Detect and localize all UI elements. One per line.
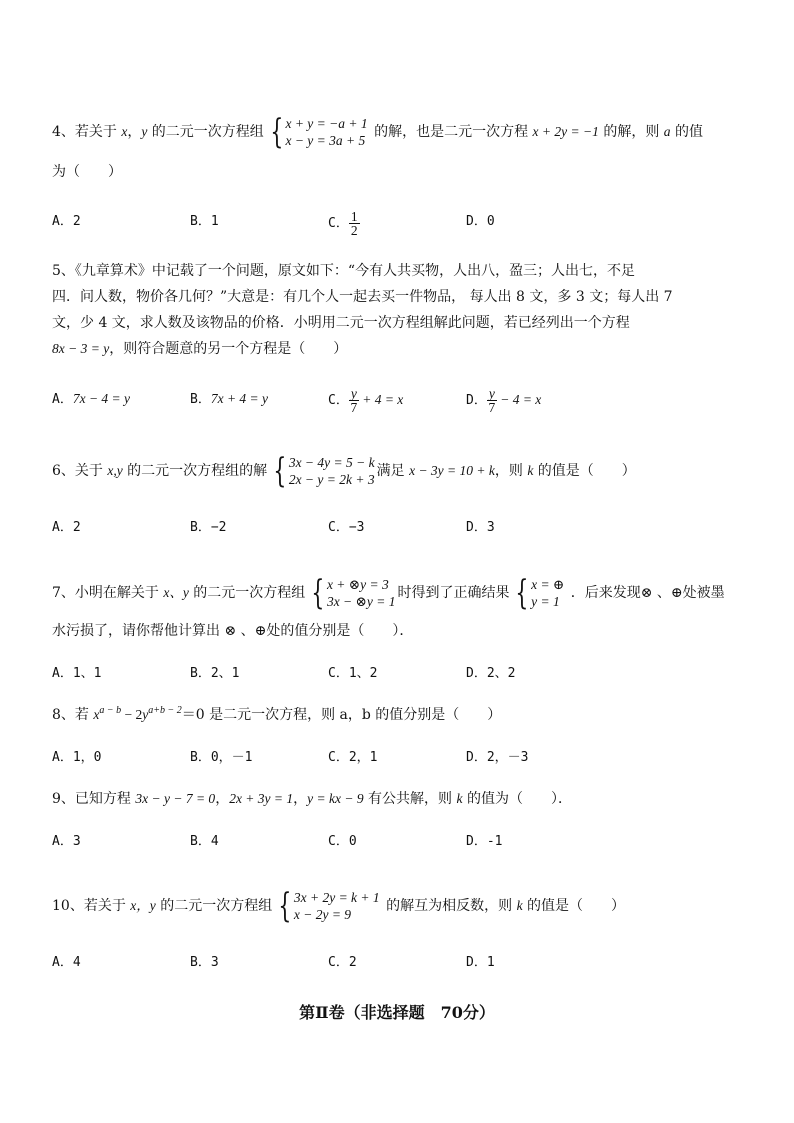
option-b[interactable]: B．3 — [190, 955, 219, 970]
equation-system — [274, 886, 380, 926]
option-c[interactable]: C．1、2 — [328, 666, 378, 681]
q6-prefix: 6、关于 — [52, 463, 108, 479]
q9-text: 有公共解，则 — [363, 791, 457, 807]
option-d[interactable]: D．2、2 — [466, 666, 516, 681]
option-d[interactable]: D．1 — [466, 955, 495, 970]
question-4-line2: 为（ ） — [52, 164, 122, 180]
equation-2: x − 2y = 9 — [293, 907, 352, 922]
equation-2: x − y = 3a + 5 — [285, 133, 366, 148]
option-a[interactable]: A．3 — [52, 834, 81, 849]
q9-text-2: 的值为（ ）． — [462, 791, 572, 807]
option-a[interactable]: A．1、1 — [52, 666, 102, 681]
separator: ， — [215, 791, 230, 807]
option-label: C． — [328, 393, 349, 408]
exponent-2: a+b − 2 — [148, 705, 182, 716]
section-title: 第Ⅱ卷（非选择题 70分） — [299, 1003, 495, 1022]
numerator: 1 — [350, 209, 358, 224]
result-1: x = ⊕ — [531, 577, 565, 592]
option-formula: 7x − 4 = y — [72, 391, 131, 406]
question-5-line3: 文，少 4 文，求人数及该物品的价格．小明用二元一次方程组解此问题，若已经列出一个方程 — [52, 315, 630, 331]
brace: { — [273, 451, 287, 491]
q7-text-3: ．后来发现⊗ 、⊕处被墨 — [566, 585, 725, 601]
var-k: k — [527, 463, 534, 478]
fraction — [349, 210, 360, 237]
brace: { — [311, 573, 325, 613]
option-d[interactable]: D．3 — [466, 520, 495, 535]
variables: x、y — [163, 585, 189, 600]
denominator: 7 — [350, 400, 358, 415]
question-5-line4 — [52, 337, 752, 361]
option-d[interactable]: D．0 — [466, 214, 495, 229]
denominator: 7 — [488, 400, 496, 415]
var-x: x — [93, 707, 100, 722]
fraction — [487, 387, 497, 414]
variables: x,y — [107, 463, 123, 478]
q6-text-4: 的值是（ ） — [533, 463, 636, 479]
equation-2: 3x − ⊗y = 1 — [326, 594, 396, 609]
result-2: y = 1 — [531, 594, 560, 609]
equation-1: x + ⊗y = 3 — [326, 577, 389, 592]
separator: ， — [293, 791, 308, 807]
question-8-stem — [52, 703, 752, 729]
denominator: 2 — [350, 223, 358, 238]
equation-1: 3x + 2y = k + 1 — [293, 890, 380, 905]
q5-text: ，则符合题意的另一个方程是（ ） — [109, 341, 348, 357]
equation-1: 3x − y − 7 = 0 — [135, 791, 216, 806]
question-10-stem — [52, 886, 752, 926]
equation-system — [266, 112, 368, 152]
option-c[interactable]: C．2，1 — [328, 750, 378, 765]
option-a[interactable]: A．2 — [52, 214, 81, 229]
option-c[interactable]: C．0 — [328, 834, 357, 849]
option-a[interactable]: A．4 — [52, 955, 81, 970]
option-b[interactable]: B．1 — [190, 214, 219, 229]
question-5-line2: 四．问人数，物价各几何？”大意是：有几个人一起去买一件物品， 每人出 8 文，多 3 文；每人出 7 — [52, 289, 673, 305]
option-b[interactable]: B．4 — [190, 834, 219, 849]
option-a[interactable]: A．2 — [52, 520, 81, 535]
var-y: y — [142, 707, 149, 722]
option-b[interactable]: B．0，－1 — [190, 750, 253, 765]
equation-3: y = kx − 9 — [307, 791, 364, 806]
variables: x，y — [130, 898, 156, 913]
q6-text: 的二元一次方程组的解 — [122, 463, 268, 479]
exponent-1: a − b — [99, 705, 122, 716]
equation-3: x − 3y = 10 + k — [409, 463, 495, 478]
option-d[interactable]: D．2，－3 — [466, 750, 529, 765]
option-label: D． — [466, 393, 487, 408]
q4-prefix: 4、若关于 — [52, 124, 122, 140]
numerator: y — [488, 386, 495, 401]
option-c[interactable] — [328, 387, 403, 414]
q4-text-3: 的解，则 — [598, 124, 664, 140]
question-4-stem — [52, 112, 752, 152]
equation: 8x − 3 = y — [52, 341, 110, 356]
q9-prefix: 9、已知方程 — [52, 791, 136, 807]
q6-text-2: 满足 — [376, 463, 410, 479]
numerator: y — [350, 386, 357, 401]
q7-text-2: 时得到了正确结果 — [397, 585, 510, 601]
equation-1: x + y = −a + 1 — [285, 116, 368, 131]
equation-1: 3x − 4y = 5 − k — [288, 455, 375, 470]
q4-text-4: 的值 — [670, 124, 703, 140]
var-y: y — [141, 124, 148, 139]
equation-2: 2x − y = 2k + 3 — [288, 472, 375, 487]
q8-minus: − 2 — [121, 707, 143, 722]
q8-text: ＝0 是二元一次方程，则 a，b 的值分别是（ ） — [181, 707, 502, 723]
option-b[interactable] — [190, 387, 268, 412]
q10-text: 的二元一次方程组 — [155, 898, 273, 914]
brace: { — [515, 573, 529, 613]
q7-text: 的二元一次方程组 — [188, 585, 306, 601]
brace: { — [270, 112, 284, 152]
option-c[interactable]: C．2 — [328, 955, 357, 970]
option-formula: + 4 = x — [358, 392, 404, 407]
question-7-stem — [52, 573, 752, 613]
q10-prefix: 10、若关于 — [52, 898, 131, 914]
equation-3: x + 2y = −1 — [532, 124, 599, 139]
question-9-stem — [52, 787, 752, 811]
comma: ， — [127, 124, 142, 140]
var-x: x — [121, 124, 128, 139]
question-6-stem — [52, 451, 752, 491]
var-k: k — [456, 791, 463, 806]
option-c[interactable] — [328, 210, 360, 237]
result-system — [511, 573, 565, 613]
question-5-line1: 5、《九章算术》中记载了一个问题，原文如下：“今有人共买物，人出八，盈三；人出七，不足 — [52, 263, 636, 279]
option-a[interactable] — [52, 387, 130, 412]
q7-prefix: 7、小明在解关于 — [52, 585, 164, 601]
option-formula: 7x + 4 = y — [210, 391, 269, 406]
question-7-line2: 水污损了，请你帮他计算出 ⊗ 、⊕处的值分别是（ ）． — [52, 623, 414, 639]
equation-system — [269, 451, 375, 491]
fraction — [349, 387, 359, 414]
q8-prefix: 8、若 — [52, 707, 94, 723]
equation-system — [307, 573, 396, 613]
option-a[interactable]: A．1，0 — [52, 750, 102, 765]
option-formula: − 4 = x — [496, 392, 542, 407]
q4-text-2: 的解，也是二元一次方程 — [369, 124, 533, 140]
q4-text: 的二元一次方程组 — [147, 124, 264, 140]
q10-text: 的解互为相反数，则 — [381, 898, 517, 914]
q6-text-3: ，则 — [494, 463, 528, 479]
var-a: a — [663, 124, 671, 139]
option-d[interactable]: D．-1 — [466, 834, 503, 849]
brace: { — [278, 886, 292, 926]
var-k: k — [516, 898, 523, 913]
option-b[interactable]: B．−2 — [190, 520, 227, 535]
option-b[interactable]: B．2、1 — [190, 666, 240, 681]
option-label: B． — [190, 392, 211, 407]
equation-2: 2x + 3y = 1 — [229, 791, 294, 806]
option-label: A． — [52, 392, 73, 407]
option-c[interactable]: C．−3 — [328, 520, 365, 535]
q10-text-2: 的值是（ ） — [522, 898, 626, 914]
option-c-label: C． — [328, 216, 349, 231]
option-d[interactable] — [466, 387, 541, 414]
